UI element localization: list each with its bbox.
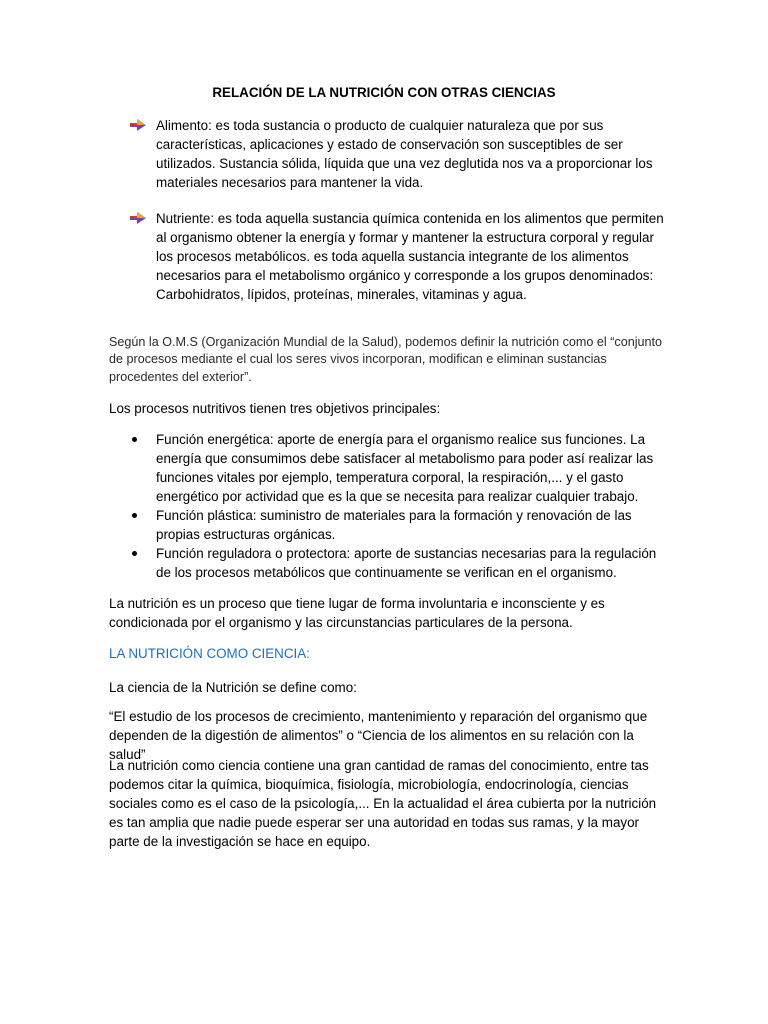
branches-paragraph: La nutrición como ciencia contiene una gran cantidad de ramas del conocimiento, entre tas podemos citar la química, bioquímica, fisiología, microbiología, endocrinología, ciencias sociales como es el caso de la psicología,... En la actualidad el área cubierta por la nutrición es tan amplia que nadie puede esperar ser una autoridad en todas sus ramas, y la mayor parte de la investigación se hace en equipo. (109, 758, 657, 849)
bullet-dot-icon (132, 513, 137, 518)
definition-text: Nutriente: es toda aquella sustancia química contenida en los alimentos que permiten al organismo obtener la energía y formar y mantener la estructura corporal y regular los procesos metabólicos. es toda aquella sustancia integrante de los alimentos necesarios para el metabolismo orgánico y corresponde a los grupos denominados: Carbohidratos, lípidos, proteínas, minerales, vitaminas y agua. (156, 211, 664, 302)
science-definition: “El estudio de los procesos de crecimiento, mantenimiento y reparación del organismo que dependen de la digestión de alimentos” o “Ciencia de los alimentos en su relación con la salud” (109, 709, 648, 762)
section-heading: LA NUTRICIÓN COMO CIENCIA: (109, 646, 310, 661)
definition-text: Alimento: es toda sustancia o producto de cualquier naturaleza que por sus características, aplicaciones y estado de conservación son susceptibles de ser utilizados. Sustancia sólida, líquida que una vez deglutida nos va a proporcionar los materiales necesarios para mantener la vida. (156, 118, 653, 190)
objectives-intro: Los procesos nutritivos tienen tres objetivos principales: (109, 401, 441, 416)
objective-text: Función energética: aporte de energía para el organismo realice sus funciones. La energía que consumimos debe satisfacer al metabolismo para poder así realizar las funciones vitales por ejemplo, temperatura corporal, la respiración,... y el gasto energético por actividad que es la que se necesita para realizar cualquier trabajo. (156, 432, 654, 504)
science-intro: La ciencia de la Nutrición se define como: (109, 680, 357, 695)
document-title: RELACIÓN DE LA NUTRICIÓN CON OTRAS CIENCIAS (212, 85, 556, 100)
bullet-dot-icon (132, 437, 137, 442)
oms-paragraph: Según la O.M.S (Organización Mundial de la Salud), podemos definir la nutrición como el “conjunto de procesos mediante el cual los seres vivos incorporan, modifican e eliminan sustancias procedentes del exterior”. (109, 335, 663, 384)
arrow-bullet-icon (130, 211, 147, 225)
arrow-bullet-icon (130, 118, 147, 132)
objective-text: Función reguladora o protectora: aporte de sustancias necesarias para la regulación de los procesos metabólicos que continuamente se verifican en el organismo. (156, 546, 657, 580)
involuntary-paragraph: La nutrición es un proceso que tiene lugar de forma involuntaria e inconsciente y es condicionada por el organismo y las circunstancias particulares de la persona. (109, 596, 605, 630)
objective-text: Función plástica: suministro de materiales para la formación y renovación de las propias estructuras orgánicas. (156, 508, 632, 542)
bullet-dot-icon (132, 551, 137, 556)
